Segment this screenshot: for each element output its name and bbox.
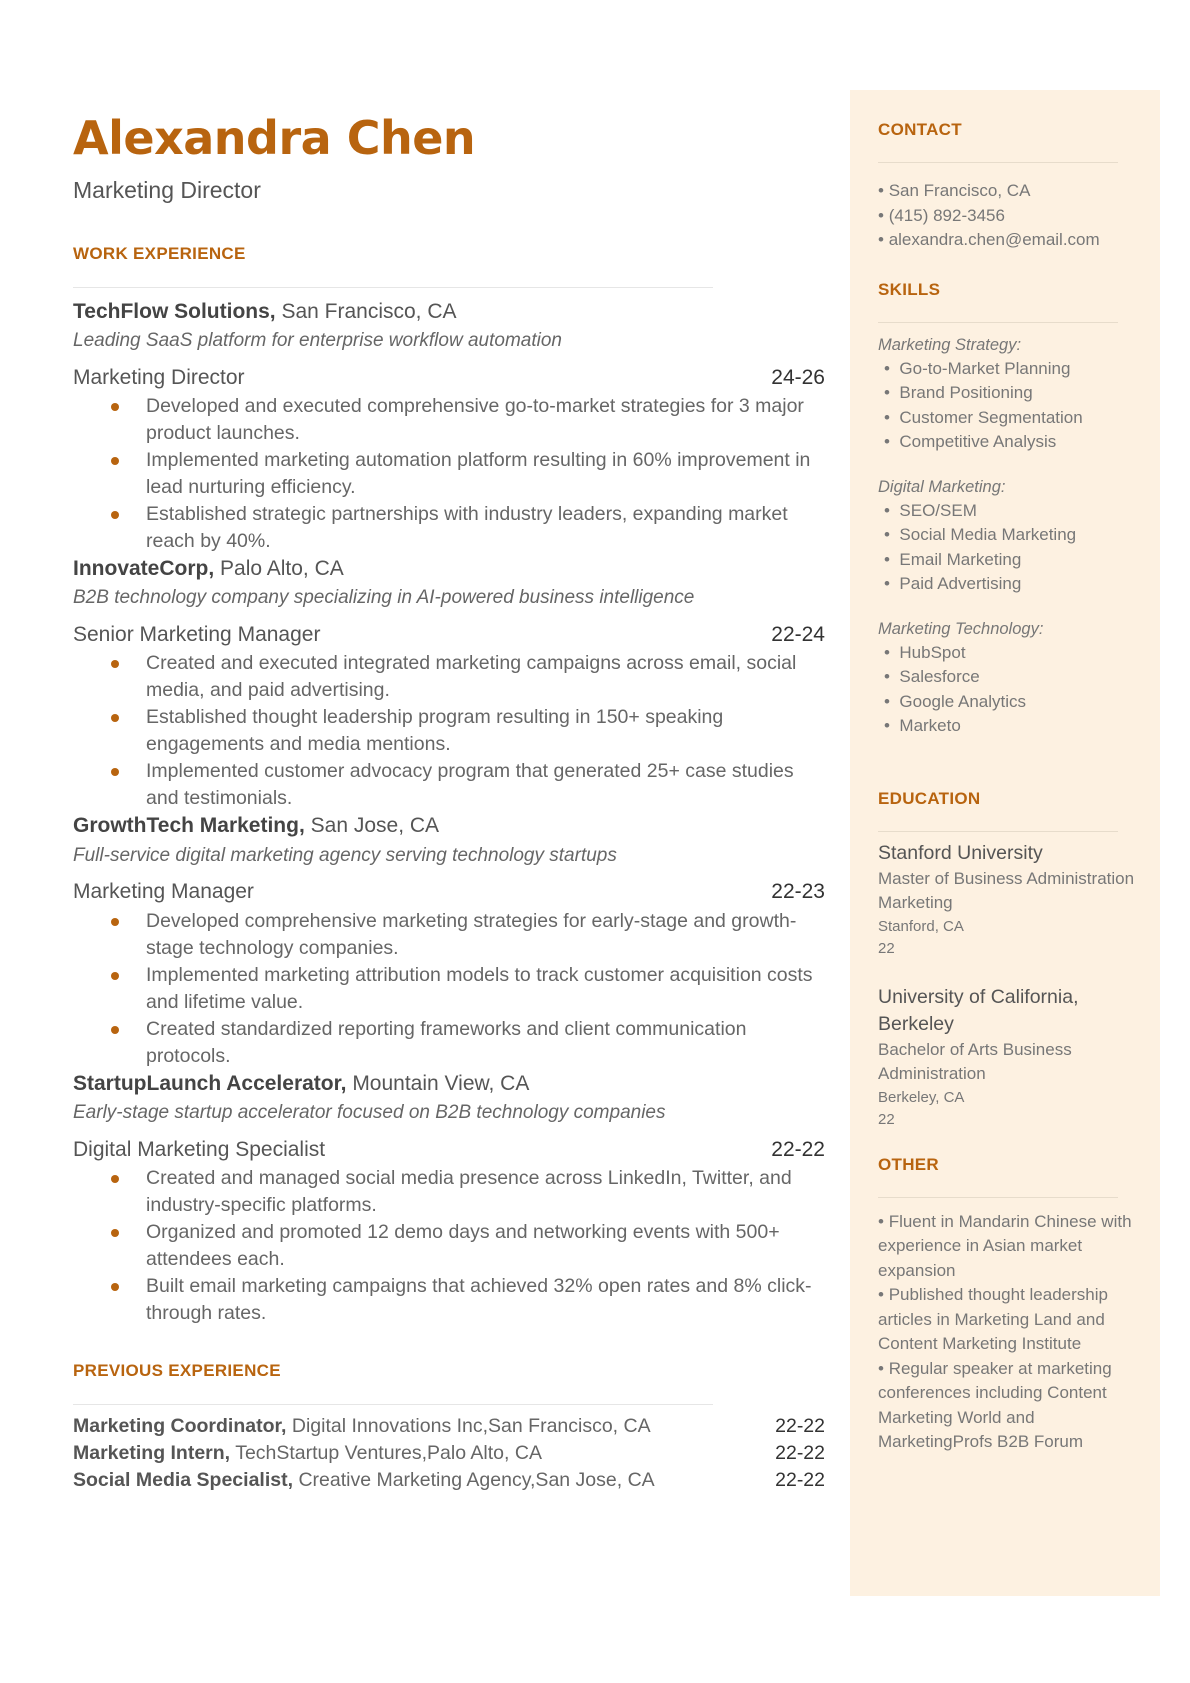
list-item: • Salesforce [884,667,980,686]
other-text: Published thought leadership articles in Marketing Land and Content Marketing Institute [878,1285,1108,1353]
company-line [73,555,833,582]
skill-text: SEO/SEM [899,500,977,520]
list-item [73,393,825,447]
list-item: • Go-to-Market Planning [884,358,1071,378]
previous-role-text [73,1440,542,1467]
company-name: InnovateCorp, [73,557,215,581]
contact-phone-text: (415) 892-3456 [888,205,1005,225]
graduation-year: 22 [878,1110,895,1128]
bullet-icon [111,1283,119,1291]
section-divider [878,162,1118,163]
list-item: • HubSpot [884,642,966,662]
list-item [73,1273,825,1327]
company-description: Leading SaaS platform for enterprise workflow automation [73,330,562,352]
section-divider [878,1197,1118,1198]
list-item [73,447,825,501]
section-title: PREVIOUS EXPERIENCE [73,1361,281,1381]
bullet-icon [111,511,119,519]
role-dates: 22-24 [771,623,825,647]
skill-text: Competitive Analysis [899,432,1057,451]
company-name: TechFlow Solutions, [73,299,276,323]
skill-text: Social Media Marketing [899,525,1077,544]
bullet-icon [111,918,119,926]
company-location: Mountain View, CA [352,1071,530,1095]
job-entry [73,1070,833,1327]
list-item: • Regular speaker at marketing conferences including Content Marketing World and MarketingProfs B2B Forum [878,1358,1112,1451]
list-item: • Customer Segmentation [884,407,1083,427]
job-entry [73,298,833,555]
contact-section [878,120,1140,253]
contact-email-text: alexandra.chen@email.com [888,230,1100,249]
achievement-list [73,393,825,555]
company-line [73,1070,833,1097]
previous-role-title: Social Media Specialist, [73,1469,294,1492]
degree: Bachelor of Arts Business Administration [878,1039,1072,1083]
bullet-text: Established strategic partnerships with industry leaders, expanding market reach by 40%. [146,503,788,553]
skill-text: Marketo [899,716,961,735]
list-item: • Published thought leadership articles in Marketing Land and Content Marketing Institute [878,1285,1108,1353]
previous-role-dates: 22-22 [775,1469,825,1492]
contact-email: • alexandra.chen@email.com [878,230,1100,249]
skill-text: Google Analytics [899,691,1027,711]
main-column [73,112,833,1494]
role-row [73,878,825,905]
skill-text: Paid Advertising [899,574,1022,593]
company-name: GrowthTech Marketing, [73,814,305,838]
company-line [73,298,833,325]
section-title: WORK EXPERIENCE [73,243,246,263]
job-entry [73,555,833,812]
previous-experience-section [73,1361,833,1494]
skill-text: Go-to-Market Planning [899,358,1071,378]
role-row [73,621,825,648]
bullet-text: Developed and executed comprehensive go-to-market strategies for 3 major product launches. [146,395,804,445]
section-divider [73,287,713,288]
list-item [73,758,825,812]
role-title: Marketing Manager [73,880,254,904]
list-item: • Marketo [884,716,961,735]
previous-role-row [73,1413,825,1440]
bullet-icon [111,660,119,668]
previous-role-dates: 22-22 [775,1442,825,1465]
bullet-text: Created standardized reporting frameworks and client communication protocols. [146,1017,747,1067]
section-divider [73,1404,713,1405]
bullet-text: Organized and promoted 12 demo days and networking events with 500+ attendees each. [146,1221,780,1271]
skill-category: Marketing Technology: [878,619,1044,638]
company-location: San Francisco, CA [281,299,457,323]
contact-location-text: San Francisco, CA [888,181,1031,200]
bullet-icon [111,1175,119,1183]
list-item [73,650,825,704]
company-description: B2B technology company specializing in AI-powered business intelligence [73,587,695,609]
other-section [878,1155,1140,1455]
bullet-text: Implemented marketing attribution models to track customer acquisition costs and lifetime value. [146,963,813,1013]
section-title: OTHER [878,1154,939,1174]
previous-role-org: Digital Innovations Inc,San Francisco, CA [291,1415,651,1438]
contact-phone: • (415) 892-3456 [878,205,1005,225]
list-item [73,501,825,555]
school-name: Stanford University [878,841,1043,864]
list-item: • Fluent in Mandarin Chinese with experience in Asian market expansion [878,1211,1132,1280]
list-item: • Competitive Analysis [884,432,1057,451]
other-text: Fluent in Mandarin Chinese with experience in Asian market expansion [878,1211,1132,1280]
list-item: • Paid Advertising [884,574,1022,593]
company-description: Early-stage startup accelerator focused on B2B technology companies [73,1102,666,1124]
list-item [73,1016,825,1070]
school-name: University of California, Berkeley [878,985,1079,1035]
role-dates: 24-26 [771,365,825,389]
list-item [73,704,825,758]
achievement-list [73,1165,825,1327]
previous-role-text [73,1413,651,1440]
company-location: Palo Alto, CA [220,557,344,581]
bullet-text: Created and executed integrated marketing campaigns across email, social media, and paid advertising. [146,652,797,702]
bullet-text: Implemented marketing automation platform resulting in 60% improvement in lead nurturing efficiency. [146,449,811,499]
skill-text: Customer Segmentation [899,407,1083,427]
bullet-text: Established thought leadership program resulting in 150+ speaking engagements and media mentions. [146,706,724,756]
role-row [73,364,825,391]
list-item [73,962,825,1016]
role-row [73,1136,825,1163]
candidate-name: Alexandra Chen [73,111,476,165]
previous-role-row [73,1467,825,1494]
school-location: Berkeley, CA [878,1088,965,1106]
company-location: San Jose, CA [310,814,440,838]
skill-category: Marketing Strategy: [878,335,1022,354]
bullet-text: Implemented customer advocacy program that generated 25+ case studies and testimonials. [146,760,794,810]
previous-role-title: Marketing Intern, [73,1442,231,1465]
list-item: • Brand Positioning [884,383,1033,402]
previous-role-org: Creative Marketing Agency,San Jose, CA [298,1469,655,1492]
company-line [73,812,833,839]
education-entry [878,840,1140,960]
bullet-icon [111,1229,119,1237]
skill-text: Salesforce [899,667,980,686]
list-item [73,1165,825,1219]
bullet-icon [111,714,119,722]
role-title: Senior Marketing Manager [73,623,321,647]
skill-text: Brand Positioning [899,383,1033,402]
bullet-icon [111,768,119,776]
list-item: • Google Analytics [884,691,1027,711]
role-dates: 22-23 [771,880,825,904]
previous-role-org: TechStartup Ventures,Palo Alto, CA [235,1442,542,1465]
previous-role-row [73,1440,825,1467]
job-entry [73,812,833,1069]
section-divider [878,831,1118,832]
contact-location: • San Francisco, CA [878,181,1031,200]
bullet-icon [111,403,119,411]
role-title: Marketing Director [73,365,245,389]
section-title: SKILLS [878,279,941,299]
graduation-year: 22 [878,939,895,957]
section-title: CONTACT [878,120,962,139]
skills-section [878,280,1140,739]
list-item: • Social Media Marketing [884,525,1077,544]
bullet-icon [111,457,119,465]
previous-role-text [73,1467,655,1494]
sidebar-content [878,90,1140,1455]
list-item: • SEO/SEM [884,500,977,520]
candidate-title: Marketing Director [73,176,261,203]
degree: Master of Business Administration Marketing [878,868,1135,912]
section-divider [878,322,1118,323]
education-entry [878,984,1140,1131]
company-name: StartupLaunch Accelerator, [73,1071,347,1095]
role-dates: 22-22 [771,1137,825,1161]
work-experience-section [73,244,833,1327]
list-item [73,908,825,962]
achievement-list [73,650,825,812]
section-title: EDUCATION [878,788,981,808]
bullet-text: Created and managed social media presence across LinkedIn, Twitter, and industry-specific platforms. [146,1167,792,1217]
other-text: Regular speaker at marketing conferences including Content Marketing World and MarketingProfs B2B Forum [878,1358,1112,1451]
list-item [73,1219,825,1273]
achievement-list [73,908,825,1070]
bullet-text: Developed comprehensive marketing strategies for early-stage and growth-stage technology companies. [146,909,797,959]
role-title: Digital Marketing Specialist [73,1137,326,1161]
previous-role-title: Marketing Coordinator, [73,1415,287,1438]
bullet-icon [111,972,119,980]
skill-text: Email Marketing [899,549,1022,569]
school-location: Stanford, CA [878,917,964,935]
skill-text: HubSpot [899,642,966,662]
list-item: • Email Marketing [884,549,1022,569]
education-section [878,789,1140,1131]
company-description: Full-service digital marketing agency serving technology startups [73,844,617,866]
sidebar [850,90,1160,1596]
bullet-text: Built email marketing campaigns that achieved 32% open rates and 8% click-through rates. [146,1275,812,1325]
previous-role-dates: 22-22 [775,1415,825,1438]
skill-category: Digital Marketing: [878,477,1006,496]
bullet-icon [111,1026,119,1034]
